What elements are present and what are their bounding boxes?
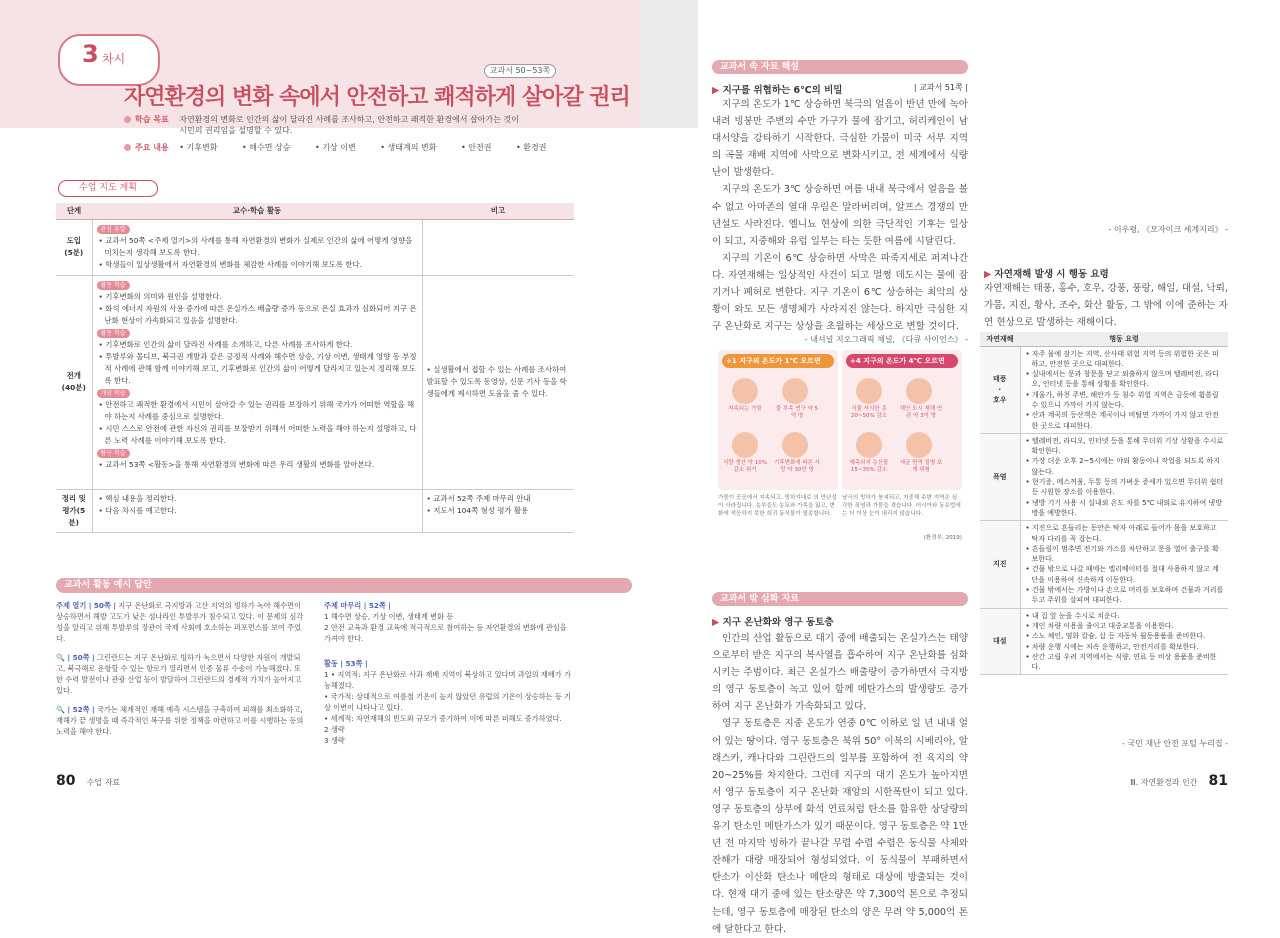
activity-tag: 개념 학습 — [97, 389, 130, 398]
example-item: 🔍 | 50쪽 | 그린란드는 지구 온난화로 빙하가 녹으면서 다양한 자원이 개발되고, 북극해로 운항할 수 있는 항로가 열리면서 인종 물류 수송이 가능해졌다. 또한 수력 발전이나 관광 산업 등이 발달하여 그린란드의 경제적 가치가 높아지고 있다. — [56, 653, 302, 695]
section-title: 교과서 속 자료 해설 — [712, 60, 968, 74]
page-label: 수업 자료 — [86, 778, 121, 787]
bullet-dot-icon — [124, 116, 131, 123]
source-note: - 이우평, 《모자이크 세계지리》 - — [1108, 225, 1228, 234]
disaster-kind: 대설 — [980, 608, 1020, 675]
textbook-range: 교과서 50~53쪽 — [484, 64, 556, 78]
activity-item: • 시민 스스로 안전에 관한 자신의 권리를 보장받기 위해서 어떠한 노력을 해야 하는지 설명하고, 다른 노력 사례를 이야기해 보도록 한다. — [98, 423, 417, 445]
activity-item: • 안전하고 쾌적한 환경에서 시민이 살아갈 수 있는 권리를 보장하기 위해 국가가 어떠한 역할을 해야 하는지 사례를 중심으로 설명한다. — [98, 399, 415, 421]
activity-item: • 핵심 내용을 정리한다. — [98, 493, 177, 503]
table-header: 행동 요령 — [1020, 332, 1228, 346]
guideline-cell: • 내 집 앞 눈을 수시로 치운다. • 개인 차량 이용을 줄이고 대중교통을 이용한다. • 스노 체인, 염화 칼슘, 삽 등 자동차 월동용품을 준비한다. • 차량 운행 시에는 저속 운행하고, 안전거리를 확보한다. • 산간 고립 우려 지역에서는 식량, 연료 등 비상 용품을 준비한다. — [1020, 608, 1228, 675]
main-contents — [124, 142, 564, 153]
table-header: 자연재해 — [980, 332, 1020, 346]
page-number: 81 — [1208, 773, 1228, 789]
sub-heading: ▶ 자연재해 발생 시 행동 요령 — [984, 269, 1109, 280]
figure-plus1 — [718, 350, 838, 490]
fig-label: 기후변화에 따른 사망 약 30만 명 — [774, 460, 821, 473]
note-cell — [422, 219, 574, 275]
plan-section-title: 수업 지도 계획 — [58, 180, 158, 197]
disaster-kind: 지진 — [980, 521, 1020, 608]
table-row — [56, 489, 574, 532]
table-header: 단계 — [56, 203, 92, 219]
table-row — [980, 608, 1228, 675]
example-section-title: 교과서 활동 예시 답안 — [56, 578, 632, 593]
activity-cell — [92, 275, 422, 489]
fig-tag: +4 지구의 온도가 4℃ 오르면 — [846, 354, 958, 368]
disaster-kind: 폭염 — [980, 433, 1020, 520]
table-row — [56, 275, 574, 489]
page-number: 80 — [56, 773, 76, 789]
example-item: • 국가적: 상대적으로 여름철 기온이 높지 않았던 유럽의 기온이 상승하는 등 기상 이변이 나타나고 있다. — [324, 692, 572, 712]
header-band-right — [640, 0, 698, 128]
fig-label: 물 부족 연구 약 5억 명 — [775, 406, 819, 419]
note-cell: • 교과서 52쪽 주제 마무리 안내 • 지도서 104쪽 형성 평가 활용 — [422, 489, 574, 532]
example-item: 3 생략 — [324, 736, 345, 745]
guideline-cell: • 지진으로 흔들리는 동안은 탁자 아래로 들어가 몸을 보호하고 탁자 다리를 꼭 잡는다. • 흔들림이 멈추면 전기와 가스를 차단하고 문을 열어 출구를 확보한다. • 건물 밖으로 나갈 때에는 엘리베이터를 절대 사용하지 않고 계단을 이용하여 신속하게 이동한다. • 건물 밖에서는 가방이나 손으로 머리를 보호하며 건물과 거리를 두고 주위를 살피며 대피한다. — [1020, 521, 1228, 608]
activity-item: • 기후변화로 인간의 삶이 달라진 사례를 소개하고, 다른 사례를 조사하게 한다. — [98, 339, 353, 349]
content-item: • 기후변화 — [179, 143, 218, 152]
stage-cell: 도입 (5분) — [56, 219, 92, 275]
table-header: 교수·학습 활동 — [92, 203, 422, 219]
disaster-intro: 자연재해는 태풍, 홍수, 호우, 강풍, 풍랑, 해일, 대설, 낙뢰, 가뭄, 지진, 황사, 조수, 화산 활동, 그 밖에 이에 준하는 자연 현상으로 발생하는 재해이다. — [984, 283, 1228, 329]
fig-source: (환경부, 2019) — [923, 535, 962, 541]
fig-caption: 가뭄이 곳곳에서 지속되고, 빙하지대로 의 만년설이 사라집니다. 농부들도 농토와 가족을 잃고, 변화에 적응하지 못한 희귀 동식물이 멸종합니다. — [718, 495, 837, 517]
stage-cell: 정리 및 평가(5분) — [56, 489, 92, 532]
unit-label: 차시 — [102, 52, 126, 66]
activity-cell — [92, 219, 422, 275]
table-header: 비고 — [422, 203, 574, 219]
learning-goal — [124, 114, 564, 136]
fig-label: 예측되지 농산물 15~35% 감소 — [849, 460, 889, 473]
activity-tag: 활동 학습 — [97, 329, 130, 338]
activity-item: • 교과서 50쪽 <주제 열기>의 사례를 통해 자연환경의 변화가 실제로 인간의 삶에 어떻게 영향을 미치는지 생각해 보도록 한다. — [98, 235, 413, 257]
activity-tag: 관심 유발 — [97, 225, 130, 234]
farm-icon — [856, 432, 882, 458]
example-item: 2 안전 교육과 환경 교육에 적극적으로 참여하는 등 자연환경의 변화에 관심을 가져야 한다. — [324, 623, 567, 643]
example-item: 2 생략 — [324, 725, 345, 734]
source-note: - 내셔널 지오그래픽 채널, 《다큐 사이언스》 - — [804, 335, 968, 344]
table-row — [980, 346, 1228, 433]
example-item: 1 • 지역적: 지구 온난화로 사과 재배 지역이 북상하고 있다며 과일의 재배가 가능해졌다. — [324, 670, 571, 690]
wrap-up-lead: 주제 마무리 | 52쪽 | — [324, 601, 391, 610]
figure-plus4 — [842, 350, 962, 490]
goal-key: 학습 목표 — [135, 115, 169, 124]
activity-item: • 화석 에너지 자원의 사용 증가에 따른 온실가스 배출량 증가 등으로 온실 효과가 심화되어 지구 온난화 현상이 가속화되고 있음을 설명한다. — [98, 303, 417, 325]
content-key: 주요 내용 — [135, 143, 169, 152]
example-col-2 — [324, 600, 574, 746]
death-icon — [782, 432, 808, 458]
fig-label: 세균 면역 질병 보게 위험 — [899, 460, 943, 473]
page-title: 자연환경의 변화 속에서 안전하고 쾌적하게 살아갈 권리 — [124, 85, 630, 110]
fig-label: 식물 서식한 종 20~50% 감소 — [850, 406, 888, 419]
fig-label: 식량 생산 약 10% 감소 위기 — [722, 460, 768, 473]
crop-icon — [732, 432, 758, 458]
unit-badge — [58, 34, 160, 86]
activity-tag: 활동 학습 — [97, 281, 130, 290]
page-label: Ⅲ. 자연환경과 인간 — [1130, 778, 1198, 787]
fig-caption: 남극의 빙하가 붕괴되고, 지중해 주변 지역은 심각한 폭염과 가뭄을 겪습니다. 러시아와 동유럽에는 더 이상 눈이 내리지 않습니다. — [842, 495, 961, 517]
example-col-1 — [56, 600, 306, 737]
species-icon — [856, 378, 882, 404]
activity-lead: 활동 | 53쪽 | — [324, 659, 368, 668]
content-item: • 해수면 상승 — [241, 143, 291, 152]
guideline-cell: • 자주 물에 잠기는 지역, 산사태 위험 지역 등의 위험한 곳은 피하고, 안전한 곳으로 대피한다. • 실내에서는 문과 창문을 닫고 외출하지 않으며 텔레비전, 라디오, 인터넷 등을 통해 상황을 확인한다. • 개울가, 하천 주변, 해안가 등 침수 위험 지역은 금듯에 휩쓸릴 수 있으니 가까이 가지 않는다. • 산과 계곡의 등산객은 계곡이나 비탈면 가까이 가지 않고 안전한 곳으로 대피한다. — [1020, 346, 1228, 433]
fig-label: 지속되는 가뭄 — [728, 406, 762, 412]
example-item: • 세계적: 자연재해의 빈도와 규모가 증가하여 이에 따른 피해도 증가하였다. — [324, 714, 562, 723]
drought-icon — [732, 378, 758, 404]
bullet-dot-icon — [124, 144, 131, 151]
footer-left — [56, 770, 120, 789]
article-body: 지구의 온도가 1℃ 상승하면 북극의 얼음이 반년 만에 녹아내려 빙붕만 주변의 수만 가구가 물에 잠기고, 허리케인이 남대서양을 강타하기 시작한다. 극심한 가뭄이 미국 서부 지역의 곡물 재배 지역에 사막으로 변화시키고, 전 세계에서 식량난이 발생한다. 지구의 온도가 3℃ 상승하면 여름 내내 북극에서 얼음을 볼 수 없고 아마존의 열대 우림은 말라버리며, 알프스 경쟁의 만년설도 사라진다. 엘니뇨 현상에 의한 극단적인 기후는 일상이 되고, 지중해와 유럽 일부는 타는 듯한 여름에 시달린다. 지구의 기온이 6℃ 상승하면 사막은 파죽지세로 퍼져나간다. 자연재해는 일상적인 사건이 되고 멀쩡 데도시는 물에 잠기거나 폐허로 변한다. 지구 기온이 6℃ 상승하는 최악의 상황이 와도 모든 생명체가 사라지진 않는다. 하지만 극심한 지구 온난화로 지구는 상상을 초월하는 세상으로 변할 것이다. — [712, 99, 968, 333]
water-shortage-icon — [782, 378, 808, 404]
fig-label: 해안 도시 재해 연관 약 3억 명 — [899, 406, 943, 419]
example-item: 주제 열기 | 50쪽 | 지구 온난화로 극지방과 고산 지역의 빙하가 녹아 해수면이 상승하면서 해발 고도가 낮은 섬나라인 투발루가 침수되고 있다. 이 문제의 심각성을 알리고 위해 투발루의 장관이 국제 사회에 호소하는 퍼포먼스를 보여 주었다. — [56, 601, 304, 643]
footer-right — [1100, 770, 1228, 789]
content-item: • 환경권 — [515, 143, 547, 152]
content-item: • 기상 이변 — [314, 143, 356, 152]
fig-tag: +1 지구의 온도가 1℃ 오르면 — [722, 354, 834, 368]
goal-text: 자연환경의 변화로 인간의 삶이 달라진 사례를 조사하고, 안전하고 쾌적한 환경에서 살아가는 것이 시민의 권리임을 설명할 수 있다. — [179, 115, 519, 135]
content-item: • 생태계의 변화 — [380, 143, 437, 152]
coastal-city-icon — [906, 378, 932, 404]
disaster-table — [980, 332, 1228, 675]
table-row — [980, 433, 1228, 520]
guideline-cell: • 텔레비전, 라디오, 인터넷 등을 통해 무더위 기상 상황을 수시로 확인한다. • 가장 더운 오후 2~5시에는 야외 활동이나 작업을 되도록 하지 않는다. • 현기증, 메스꺼움, 두통 등의 가벼운 증세가 있으면 무더위 쉼터 등 시원한 장소를 이용한다. • 냉방 기기 사용 시 실내외 온도 차를 5℃ 내외로 유지하여 냉방병을 예방한다. — [1020, 433, 1228, 520]
content-item: • 안전권 — [460, 143, 492, 152]
activity-item: • 다음 차시를 예고한다. — [98, 505, 177, 515]
sub-heading: ▶ 지구를 위협하는 6℃의 비밀 | 교과서 51쪽 | — [712, 83, 968, 96]
activity-item: • 기후변화의 의미와 원인을 설명한다. — [98, 291, 222, 301]
section-title: 교과서 밖 심화 자료 — [712, 592, 968, 606]
lesson-plan-table — [56, 203, 574, 533]
note-cell: • 실생활에서 접할 수 있는 사례를 조사하여 발표할 수 있도록 동영상, 신문 기사 등을 학생들에게 제시하면 도움을 줄 수 있다. — [422, 275, 574, 489]
example-item: 1 해수면 상승, 기상 이변, 생태계 변화 등 — [324, 612, 454, 621]
sub-heading: ▶ 지구 온난화와 영구 동토층 — [712, 617, 834, 628]
unit-number: 3 — [82, 40, 99, 68]
table-row — [56, 219, 574, 275]
article-body: 인간의 산업 활동으로 대기 중에 배출되는 온실가스는 태양으로부터 받은 지구의 복사열을 흡수하여 지구 온난화를 심화시키는 주범이다. 최근 온실가스 배출량이 증가하면서 극지방의 영구 동토층이 녹고 있어 함께 메탄가스의 발생량도 증가하여 지구 온난화가 가속화되고 있다. 영구 동토층은 지중 온도가 연중 0℃ 이하로 일 년 내내 얼어 있는 땅이다. 영구 동토층은 북위 50° 이북의 시베리아, 알래스카, 캐나다와 그린란드의 일부를 포함하여 전 육지의 약 20~25%를 차지한다. 그런데 지구의 대기 온도가 높아지면서 영구 동토층이 지구 온난화 재앙의 시한폭탄이 되고 있다. 영구 동토층의 상부에 화석 연료처럼 탄소를 함유한 상당량의 유기 탄소인 메탄가스가 있기 때문이다. 영구 동토층은 약 1만 년 전 마지막 빙하가 끝나갈 무렵 수렵 수렵은 동식물 사체와 잔해가 대량 매장되어 형성되었다. 이 동식물이 부패하면서 탄소가 이산화 탄소나 메탄의 형태로 대상에 방출되는 것이다. 현재 대기 중에 있는 탄소량은 약 7,300억 톤으로 추정되는데, 영구 동토층에 매장된 탄소의 양은 무려 약 5,000억 톤에 달한다고 한다. — [712, 633, 968, 935]
example-item: 🔍 | 52쪽 | 국가는 체계적인 재해 예측 시스템을 구축하여 피해를 최소화하고, 재해가 끝 생명을 때 즉각적인 복구를 위한 정책을 마련하고 이를 시행하는 등의 노력을 해야 한다. — [56, 705, 304, 736]
disaster-kind: 태풍 · 호우 — [980, 346, 1020, 433]
source-note: - 국민 재난 안전 포털 누리집 - — [1121, 739, 1228, 748]
activity-item: • 학생들이 일상생활에서 자연환경의 변화를 체감한 사례를 이야기해 보도록 한다. — [98, 259, 362, 269]
activity-item: • 투발루와 몰디브, 북극권 개발과 같은 긍정적 사례와 해수면 상승, 기상 이변, 생태계 영향 등 부정적 사례에 관해 함께 이야기해 보고, 기후변화로 인간의 삶이 어떻게 달라지고 있는지 정리해 보도록 한다. — [98, 351, 417, 385]
disease-icon — [906, 432, 932, 458]
stage-cell: 전개 (40분) — [56, 275, 92, 489]
table-row — [980, 521, 1228, 608]
activity-tag: 탐구 학습 — [97, 449, 130, 458]
activity-item: • 교과서 53쪽 <활동>을 통해 자연환경의 변화에 따른 우리 생활의 변화를 알아본다. — [98, 459, 375, 469]
activity-cell — [92, 489, 422, 532]
